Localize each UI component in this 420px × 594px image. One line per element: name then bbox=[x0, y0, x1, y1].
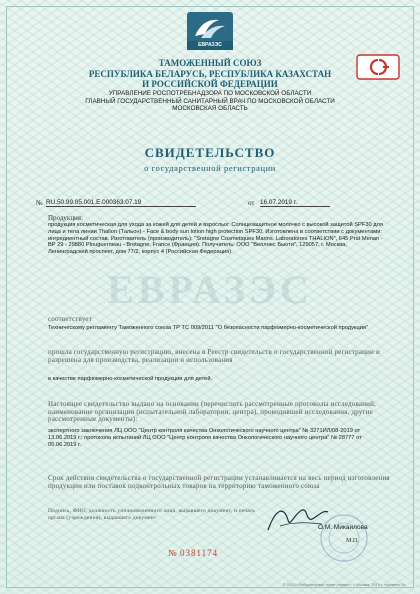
validity-text: Срок действия свидетельства о государственной регистрации устанавливается на весь период изготовления продукции или поставок подконтрольных товаров на территорию таможенного союза bbox=[48, 474, 390, 490]
authority-line3: МОСКОВСКАЯ ОБЛАСТЬ bbox=[172, 105, 248, 112]
union-title-line3: И РОССИЙСКОЙ ФЕДЕРАЦИИ bbox=[142, 79, 278, 89]
emblem-text: ЕВРАЗЭС bbox=[198, 42, 222, 48]
authority-line2: ГЛАВНЫЙ ГОСУДАРСТВЕННЫЙ САНИТАРНЫЙ ВРАЧ ПО МОСКОВСКОЙ ОБЛАСТИ bbox=[85, 97, 335, 105]
authority-block bbox=[40, 90, 380, 113]
official-stamp bbox=[318, 512, 370, 564]
certificate-subtitle: о государственной регистрации bbox=[144, 163, 276, 173]
signatory-name: О.М. Микаилова bbox=[318, 524, 368, 531]
registration-usage: в качестве парфюмерно-косметической продукции для детей. bbox=[48, 376, 213, 382]
conformity-label: соответствует bbox=[48, 315, 92, 323]
certificate-number: RU.50.99.05.001.Е.000363.07.19 bbox=[46, 199, 196, 207]
eurasec-emblem bbox=[185, 10, 235, 52]
conformity-text: Техническому регламенту Таможенного союза ТР ТС 009/2011 "О безопасности парфюмерно-косметической продукции" bbox=[48, 325, 369, 331]
union-title-line2: РЕСПУБЛИКА БЕЛАРУСЬ, РЕСПУБЛИКА КАЗАХСТАН bbox=[88, 68, 332, 79]
certificate-title: СВИДЕТЕЛЬСТВО bbox=[144, 145, 276, 160]
product-label: Продукция: bbox=[48, 214, 83, 222]
serial-number: 0381174 bbox=[180, 548, 219, 558]
date-prefix: от bbox=[248, 199, 255, 207]
signature-caption: Подпись, ФИО, должность уполномоченного лица, выдавшего документ, и печать органа (учреждения), выдавшего документ bbox=[48, 508, 256, 521]
union-title-line1: ТАМОЖЕННЫЙ СОЮЗ bbox=[158, 58, 262, 68]
seal-place-mark: М.П. bbox=[346, 538, 359, 544]
union-title bbox=[40, 58, 380, 90]
authority-line1: УПРАВЛЕНИЕ РОСПОТРЕБНАДЗОРА ПО МОСКОВСКОЙ ОБЛАСТИ bbox=[108, 90, 312, 97]
registration-text: прошла государственную регистрацию, внесена в Реестр свидетельств о государственной регистрации и разрешена для производства, реализации и использования bbox=[48, 348, 380, 364]
certificate-date: 16.07.2019 г. bbox=[260, 199, 330, 207]
number-prefix: № bbox=[36, 199, 43, 207]
eurasec-watermark: ЕВРАЗЭС bbox=[107, 267, 313, 312]
basis-label: Настоящее свидетельство выдано на основании (перечислить рассмотренные протоколы исследований, наименование организации (испытательной лаборатории, центра), проводившей исследования, другие рассмотренные документы): bbox=[48, 400, 376, 424]
printer-note: © ООО «Лабораторный принт-сервис», г. Москва, 2019 г. «уровень Б» bbox=[282, 583, 406, 587]
serial-prefix: № bbox=[168, 548, 177, 558]
product-description: продукция косметическая для ухода за кожей для детей и взрослых: Солнцезащитное молочко с высокой защитой SPF30 для лица и тела линии Thalion (Тальон) - Face & body sun lotion high protection SPF30. Изготовлена в соответствии с документами: ингредиентный состав. Изготовитель (производитель): "Sretagne Cosmetiques Marins. Laboratoires THALION", 645 Prat Menan -BP 29 - 29880 Plouguerneau - Bretagne, France (Франция). Получатель: ООО "Веллнес Бьюти", 125057, г. Москва, Ленинградский проспект, дом 77/2, корпус 4 (Российская Федерация). bbox=[48, 222, 383, 256]
basis-text: экспертного заключения ЛЦ ООО "Центр контроля качества Онкологического научного центра" № 3271ИЛ/08-2019 от 13.06.2019 г.; протокола испытаний ЛЦ ООО "Центр контроля качества Онкологического научного центра" № 28777 от 05.06.2019 г. bbox=[48, 428, 362, 448]
